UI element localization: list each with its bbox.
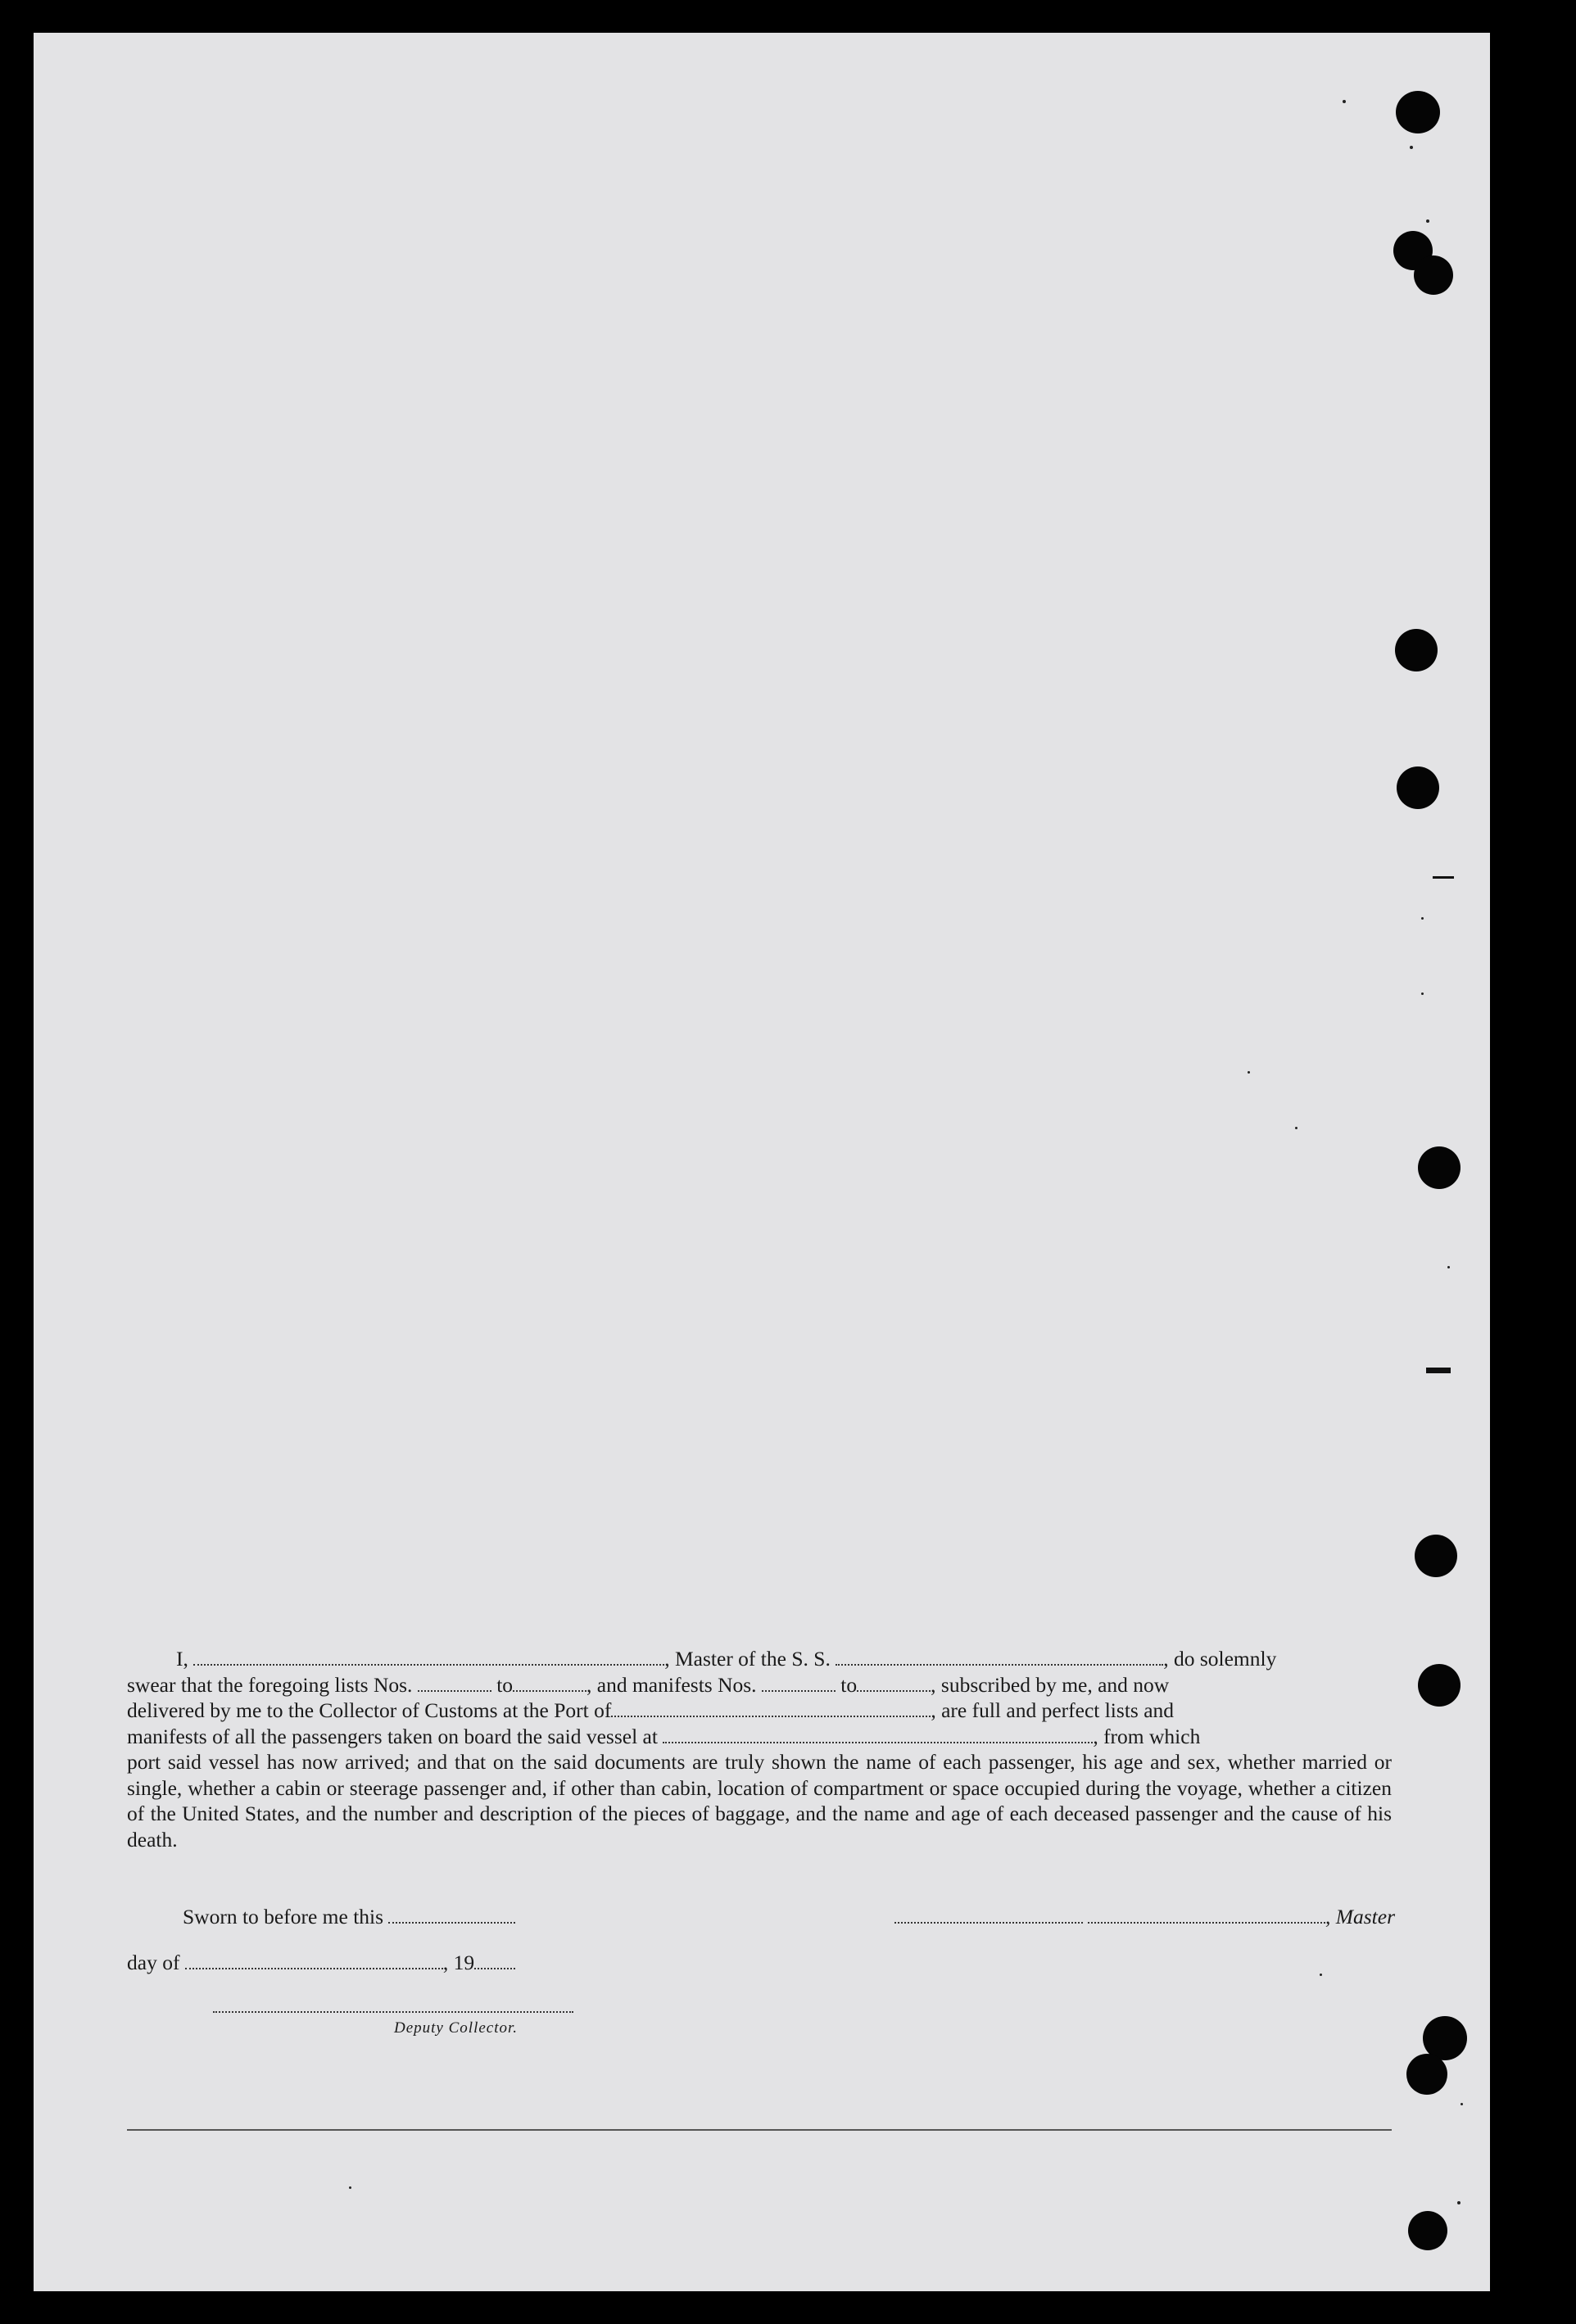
speck — [1248, 1071, 1250, 1074]
oath-delivered: delivered by me to the Collector of Customs at the Port of — [127, 1698, 612, 1722]
oath-manifests: , and manifests Nos. — [586, 1672, 757, 1697]
sworn-left — [183, 1905, 515, 1929]
punch-hole — [1415, 1535, 1457, 1577]
sworn-row — [127, 1905, 1395, 1931]
punch-hole — [1395, 629, 1438, 671]
oath-to-1: to — [496, 1672, 514, 1697]
day-of-field[interactable] — [185, 1951, 443, 1969]
oath-i: I, — [176, 1647, 188, 1671]
master-signature-field-2[interactable] — [1088, 1906, 1325, 1924]
oath-manifests-all: manifests of all the passengers taken on board the said vessel at — [127, 1724, 658, 1748]
year-prefix: , 19 — [442, 1951, 475, 1974]
speck — [1426, 219, 1429, 223]
speck — [1461, 2103, 1463, 2105]
manifest-no-from-field[interactable] — [762, 1674, 836, 1692]
punch-hole — [1397, 766, 1439, 809]
oath-paragraph — [127, 1646, 1392, 1852]
punch-hole — [1396, 91, 1440, 133]
speck — [1447, 1266, 1450, 1268]
deputy-signature-line[interactable] — [213, 2011, 573, 2013]
list-no-to-field[interactable] — [513, 1674, 586, 1692]
oath-body: port said vessel has now arrived; and that on the said documents are truly shown the name of each passenger, his age and sex, whether married or single, whether a cabin or steerage passenger and, if other than cabin, location of compartment or space occupied during the voyage, whether a citizen of the United States, and the number and description of the pieces of baggage, and the name and age of each deceased passenger and the cause of his death. — [127, 1750, 1392, 1852]
punch-hole — [1418, 1664, 1461, 1707]
speck — [349, 2186, 351, 2189]
oath-swear: swear that the foregoing lists Nos. — [127, 1672, 413, 1697]
master-name-field[interactable] — [193, 1648, 664, 1666]
speck — [1421, 917, 1424, 920]
document-page — [34, 33, 1490, 2291]
punch-hole — [1418, 1146, 1461, 1189]
year-field[interactable] — [474, 1951, 515, 1969]
oath-master-of: , Master of the S. S. — [664, 1647, 831, 1671]
speck — [1295, 1127, 1297, 1129]
oath-full: , are full and perfect lists and — [931, 1698, 1175, 1722]
sworn-label: Sworn to before me this — [183, 1905, 384, 1928]
punch-hole — [1406, 2054, 1447, 2095]
speck — [1457, 2201, 1461, 2204]
speck — [1421, 992, 1424, 995]
punch-hole — [1414, 255, 1453, 295]
sworn-date-field[interactable] — [388, 1906, 515, 1924]
day-row — [127, 1951, 515, 1975]
punch-hole — [1408, 2211, 1447, 2250]
bottom-rule — [127, 2129, 1392, 2131]
manifest-no-to-field[interactable] — [857, 1674, 931, 1692]
speck — [1410, 146, 1413, 149]
oath-subscribed: , subscribed by me, and now — [931, 1672, 1170, 1697]
master-signature-field-1[interactable] — [894, 1906, 1083, 1924]
speck — [1343, 100, 1346, 103]
oath-to-2: to — [840, 1672, 858, 1697]
master-signature — [894, 1905, 1395, 1929]
ship-name-field[interactable] — [836, 1648, 1163, 1666]
day-of-label: day of — [127, 1951, 180, 1974]
departure-port-field[interactable] — [663, 1725, 1093, 1743]
dash-mark — [1426, 1368, 1451, 1373]
master-suffix: , Master — [1325, 1905, 1395, 1928]
oath-solemnly: , do solemnly — [1163, 1647, 1277, 1671]
oath-from-which: , from which — [1093, 1724, 1201, 1748]
dash-mark — [1433, 876, 1454, 879]
speck — [1320, 1974, 1322, 1976]
list-no-from-field[interactable] — [418, 1674, 491, 1692]
deputy-collector-label: Deputy Collector. — [394, 2019, 519, 2037]
port-field[interactable] — [611, 1699, 931, 1717]
